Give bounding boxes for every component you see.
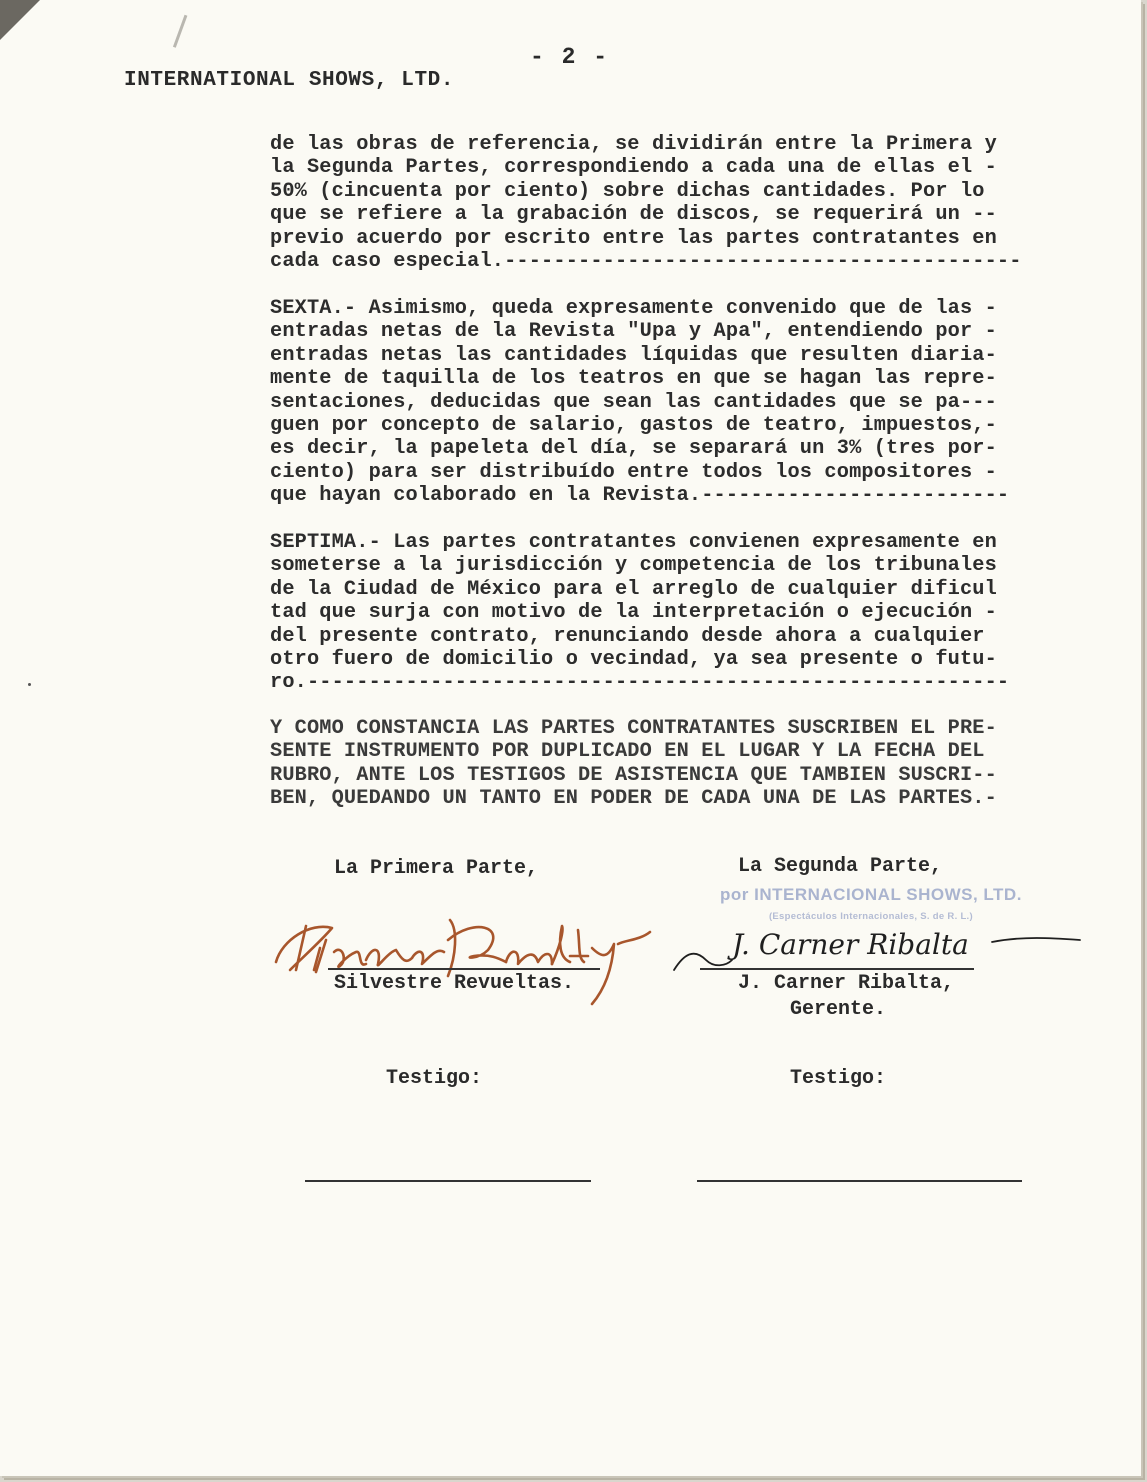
clause-sexta-paragraph <box>270 297 1070 508</box>
text-line: de las obras de referencia, se dividirán entre la Primera y <box>270 133 997 156</box>
text-line: cada caso especial.------------------------------------------ <box>270 250 1022 274</box>
text-line: que se refiere a la grabación de discos, se requerirá un -- <box>270 203 997 227</box>
text-line: SENTE INSTRUMENTO POR DUPLICADO EN EL LUGAR Y LA FECHA DEL <box>270 740 985 764</box>
text-line: SEXTA.- Asimismo, queda expresamente convenido que de las - <box>270 297 997 320</box>
text-line: la Segunda Partes, correspondiendo a cada una de ellas el - <box>270 156 997 180</box>
text-line: ro.--------------------------------------------------------- <box>270 671 1010 695</box>
text-line: someterse a la jurisdicción y competencia de los tribunales <box>270 554 997 578</box>
company-header: INTERNATIONAL SHOWS, LTD. <box>124 69 455 92</box>
page-number: - 2 - <box>530 44 610 70</box>
text-line: RUBRO, ANTE LOS TESTIGOS DE ASISTENCIA QUE TAMBIEN SUSCRI-- <box>270 763 997 787</box>
second-party-label: La Segunda Parte, <box>738 855 943 878</box>
text-line: Y COMO CONSTANCIA LAS PARTES CONTRATANTES SUSCRIBEN EL PRE- <box>270 717 997 740</box>
text-line: del presente contrato, renunciando desde ahora a cualquier <box>270 624 985 648</box>
stamp-company-name: por INTERNACIONAL SHOWS, LTD. <box>720 885 1022 904</box>
witness-right-label: Testigo: <box>790 1067 887 1090</box>
second-party-title: Gerente. <box>790 998 887 1021</box>
company-stamp <box>720 885 1022 922</box>
text-line: ciento) para ser distribuído entre todos los compositores - <box>270 460 997 484</box>
second-party-signature-line <box>700 968 974 970</box>
text-line: otro fuero de domicilio o vecindad, ya sea presente o futu- <box>270 648 997 672</box>
text-line: BEN, QUEDANDO UN TANTO EN PODER DE CADA UNA DE LAS PARTES.- <box>270 787 997 811</box>
first-party-label: La Primera Parte, <box>334 857 539 880</box>
text-line: previo acuerdo por escrito entre las partes contratantes en <box>270 226 997 250</box>
text-line: mente de taquilla de los teatros en que se hagan las repre- <box>270 367 997 391</box>
clause-septima-paragraph <box>270 531 1070 695</box>
carner-ribalta-signature <box>672 920 1092 980</box>
text-line: es decir, la papeleta del día, se separará un 3% (tres por- <box>270 437 997 461</box>
witness-right-signature-line <box>697 1180 1022 1182</box>
witness-left-label: Testigo: <box>386 1067 483 1090</box>
torn-corner <box>0 0 40 40</box>
first-party-name: Silvestre Revueltas. <box>334 972 575 995</box>
text-line: SEPTIMA.- Las partes contratantes convienen expresamente en <box>270 531 997 554</box>
text-line: de la Ciudad de México para el arreglo de cualquier dificul <box>270 577 997 601</box>
handwritten-name: J. Carner Ribalta <box>732 928 969 961</box>
text-line: 50% (cincuenta por ciento) sobre dichas cantidades. Por lo <box>270 179 985 203</box>
witness-left-signature-line <box>305 1180 591 1182</box>
margin-mark <box>28 683 31 686</box>
second-party-name: J. Carner Ribalta, <box>738 972 955 995</box>
clause-continuation-paragraph <box>270 133 1070 273</box>
text-line: sentaciones, deducidas que sean las cantidades que se pa--- <box>270 390 997 414</box>
text-line: entradas netas las cantidades líquidas que resulten diaria- <box>270 343 997 367</box>
closing-statement-paragraph <box>270 717 1070 811</box>
text-line: tad que surja con motivo de la interpretación o ejecución - <box>270 601 997 625</box>
text-line: entradas netas de la Revista "Upa y Apa", entendiendo por - <box>270 320 997 344</box>
text-line: que hayan colaborado en la Revista.------------------------- <box>270 484 1010 508</box>
stamp-company-subtitle: (Espectáculos Internacionales, S. de R. L.) <box>768 911 973 922</box>
first-party-signature-line <box>328 968 600 970</box>
text-line: guen por concepto de salario, gastos de teatro, impuestos,- <box>270 414 997 438</box>
staple-mark <box>173 15 208 56</box>
